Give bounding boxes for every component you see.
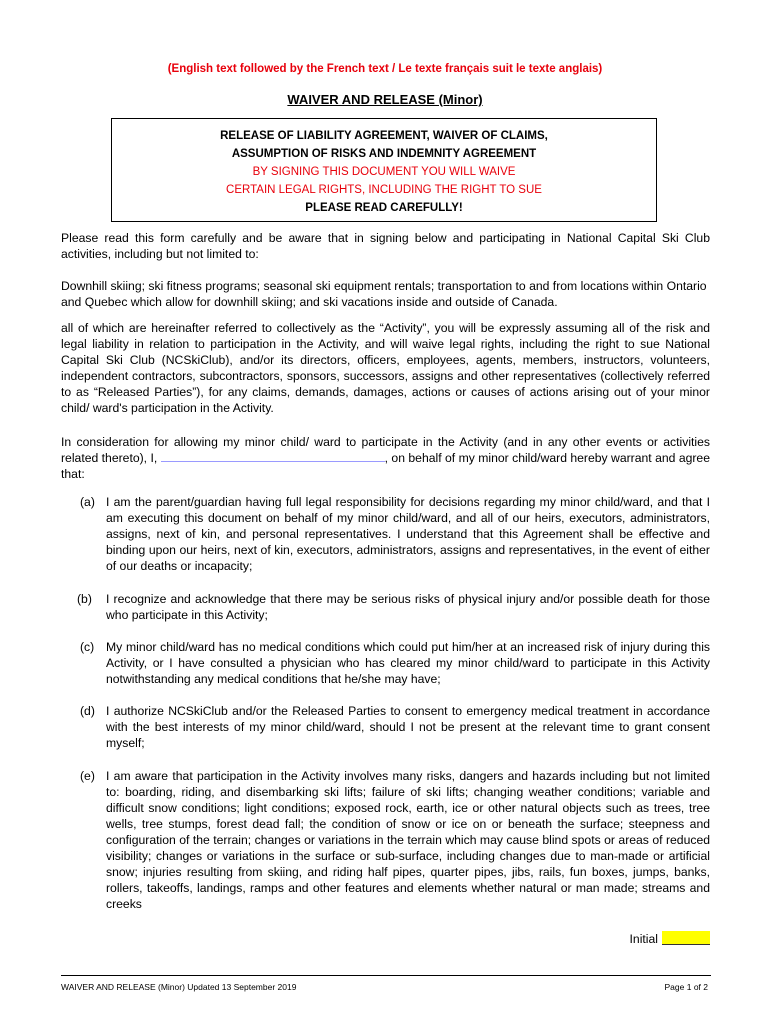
- release-read-carefully: PLEASE READ CAREFULLY!: [305, 202, 463, 214]
- initial-label: Initial: [629, 932, 658, 946]
- release-warning-line-2: CERTAIN LEGAL RIGHTS, INCLUDING THE RIGHT TO SUE: [226, 184, 542, 196]
- list-item-text: I am the parent/guardian having full legal responsibility for decisions regarding my minor child/ward, and that I am executing this document on behalf of my minor child/ward, and all of our heirs, executors, administrators, assigns, next of kin, and personal representatives. I understand that this Agreement shall be effective and binding upon our heirs, next of kin, executors, administrators, assigns and representatives, in the event of either of our deaths or incapacity;: [106, 495, 710, 573]
- language-note: (English text followed by the French text / Le texte français suit le texte anglais): [167, 63, 603, 75]
- activity-definition-paragraph: all of which are hereinafter referred to collectively as the “Activity”, you will be expressly assuming all of the risk and legal liability in relation to participation in the Activity, and will waive legal rights, including the right to sue National Capital Ski Club (NCSkiClub), and/or its directors, officers, employees, agents, members, instructors, volunteers, independent contractors, subcontractors, sponsors, successors, assigns and other representatives (collectively referred to as “Released Parties”), for any claims, demands, damages, actions or causes of actions arising out of your minor child/ ward's participation in the Activity.: [61, 321, 710, 415]
- consideration-text-start: In consideration for allowing my minor child/ ward to participate in the Activity (and in any other events or activities related thereto), I,: [61, 435, 710, 465]
- release-line-2: ASSUMPTION OF RISKS AND INDEMNITY AGREEMENT: [231, 148, 537, 160]
- list-item-text: I am aware that participation in the Activity involves many risks, dangers and hazards including but not limited to: boarding, riding, and disembarking ski lifts; failure of ski lifts; changing weather conditions; variable and difficult snow conditions; light conditions; exposed rock, earth, ice or other natural objects such as trees, tree wells, tree stumps, forest dead fall; the condition of snow or ice on or beneath the surface; steepness and configuration of the terrain; changes or variations in the terrain which may cause blind spots or areas of reduced visibility; changes or variations in the surface or sub-surface, including changes due to man-made or artificial snow; injuries resulting from skiing, and riding half pipes, quarter pipes, jibs, rails, fun boxes, jumps, banks, rollers, takeoffs, landings, ramps and other features and elements whether natural or man made; streams and creeks: [106, 769, 710, 911]
- list-item-label: (a): [80, 495, 95, 509]
- list-item: [77, 591, 710, 623]
- list-item: [80, 703, 710, 751]
- list-item: [80, 768, 710, 912]
- list-item-text: I authorize NCSkiClub and/or the Released Parties to consent to emergency medical treatment in accordance with the best interests of my minor child/ward, should I not be present at the relevant time to grant consent myself;: [106, 704, 710, 750]
- list-item: [80, 639, 710, 687]
- intro-paragraph: Please read this form carefully and be aware that in signing below and participating in National Capital Ski Club activities, including but not limited to:: [61, 231, 710, 261]
- list-item-label: (b): [77, 592, 92, 606]
- activities-paragraph: Downhill skiing; ski fitness programs; seasonal ski equipment rentals; transportation to and from locations within Ontario and Quebec which allow for downhill skiing; and ski vacations inside and outside of Canada.: [61, 279, 707, 309]
- footer-document-info: WAIVER AND RELEASE (Minor) Updated 13 September 2019: [61, 982, 297, 992]
- list-item: [80, 494, 710, 574]
- list-item-label: (d): [80, 704, 95, 718]
- footer-page-number: Page 1 of 2: [664, 982, 708, 992]
- list-item-text: I recognize and acknowledge that there may be serious risks of physical injury and/or possible death for those who participate in this Activity;: [106, 592, 710, 622]
- release-warning-line-1: BY SIGNING THIS DOCUMENT YOU WILL WAIVE: [252, 166, 516, 178]
- list-item-label: (c): [80, 640, 95, 654]
- release-box: [111, 118, 657, 222]
- consideration-text-end: , on behalf of my minor child/ward hereby warrant and agree that:: [61, 451, 710, 481]
- list-item-text: My minor child/ward has no medical conditions which could put him/her at an increased risk of injury during this Activity, or I have consulted a physician who has cleared my minor child/ward to participate in this Activity notwithstanding any medical conditions that he/she may have;: [106, 640, 710, 686]
- initial-field[interactable]: [662, 931, 710, 945]
- consideration-paragraph: [61, 434, 710, 482]
- parent-name-field[interactable]: [161, 450, 385, 462]
- list-item-label: (e): [80, 769, 95, 783]
- initial-block: [600, 931, 710, 946]
- footer-divider: [61, 975, 711, 976]
- page-title: WAIVER AND RELEASE (Minor): [287, 92, 483, 107]
- release-line-1: RELEASE OF LIABILITY AGREEMENT, WAIVER OF CLAIMS,: [220, 130, 548, 142]
